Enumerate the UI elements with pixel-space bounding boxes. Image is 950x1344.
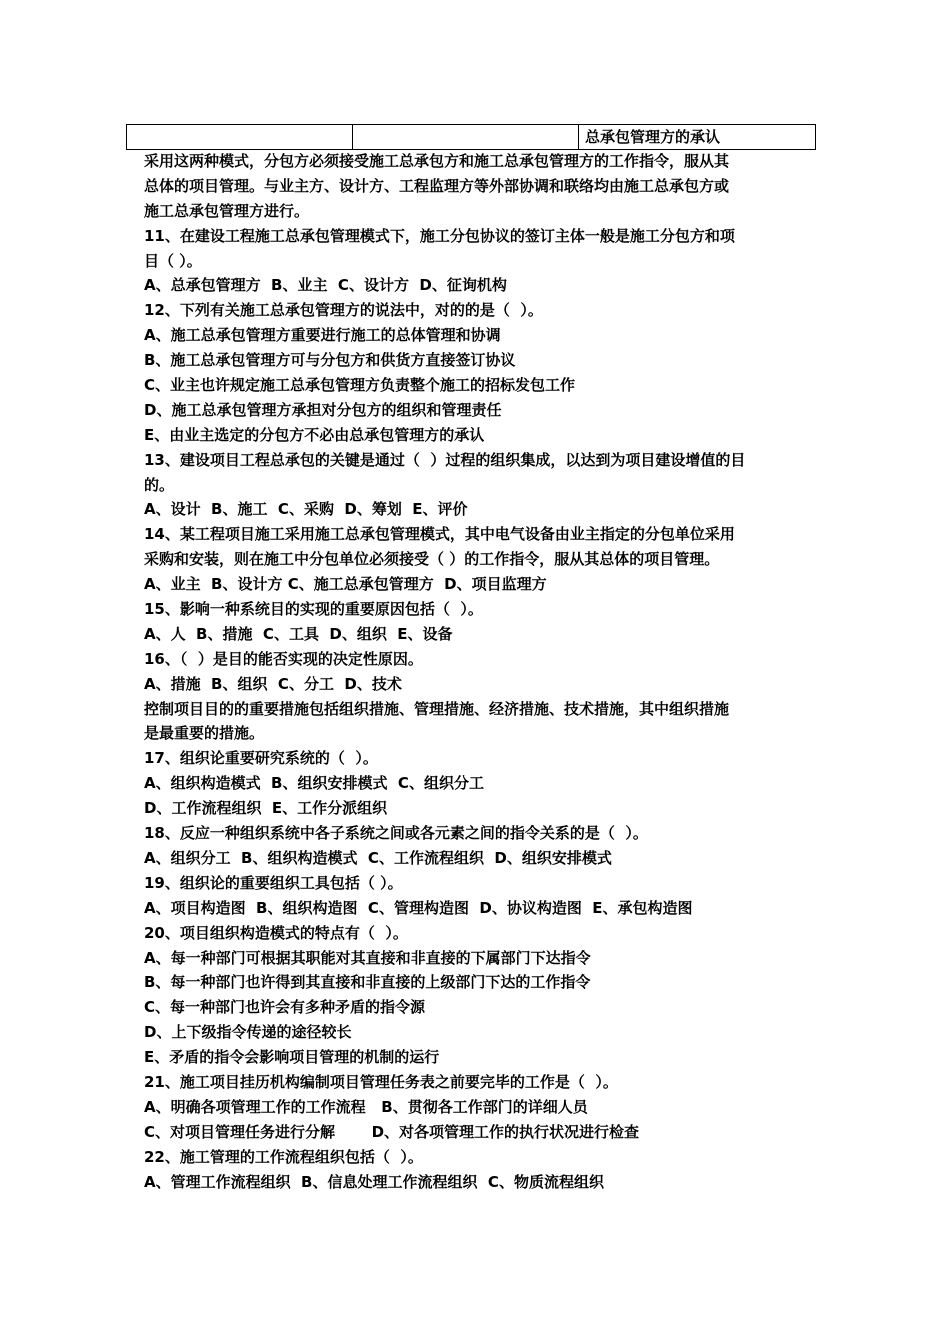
header-table <box>126 124 816 150</box>
text-line: C、每一种部门也许会有多种矛盾的指令源 <box>144 998 426 1017</box>
text-line: 采用这两种模式，分包方必须接受施工总承包方和施工总承包管理方的工作指令，服从其 <box>144 152 730 170</box>
text-line: 14、某工程项目施工采用施工总承包管理模式，其中电气设备由业主指定的分包单位采用 <box>144 525 735 544</box>
document-body <box>144 149 810 1194</box>
text-line: D、工作流程组织 E、工作分派组织 <box>144 799 388 818</box>
text-line: 18、反应一种组织系统中各子系统之间或各元素之间的指令关系的是（ ）。 <box>144 824 648 843</box>
table-cell: 总承包管理方的承认 <box>579 125 816 150</box>
text-line: 总体的项目管理。与业主方、设计方、工程监理方等外部协调和联络均由施工总承包方或 <box>144 176 730 195</box>
text-line: D、上下级指令传递的途径较长 <box>144 1023 352 1042</box>
text-line: B、施工总承包管理方可与分包方和供货方直接签订协议 <box>144 351 516 370</box>
text-line: A、业主 B、设计方 C、施工总承包管理方 D、项目监理方 <box>144 575 547 594</box>
text-line: 21、施工项目挂历机构编制项目管理任务表之前要完毕的工作是（ ）。 <box>144 1072 618 1091</box>
text-line: 控制项目目的的重要措施包括组织措施、管理措施、经济措施、技术措施，其中组织措施 <box>144 699 730 718</box>
text-line: 12、下列有关施工总承包管理方的说法中，对的的是（ ）。 <box>144 301 543 320</box>
text-line: 是最重要的措施。 <box>144 724 265 743</box>
text-line: A、明确各项管理工作的工作流程 B、贯彻各工作部门的详细人员 <box>144 1097 588 1116</box>
text-line: 目（ ）。 <box>144 251 202 270</box>
text-line: A、每一种部门可根据其职能对其直接和非直接的下属部门下达指令 <box>144 948 591 967</box>
text-line: E、由业主选定的分包方不必由总承包管理方的承认 <box>144 425 485 444</box>
text-line: C、业主也许规定施工总承包管理方负责整个施工的招标发包工作 <box>144 376 576 395</box>
text-line: 22、施工管理的工作流程组织包括（ ）。 <box>144 1147 423 1166</box>
text-line: A、施工总承包管理方重要进行施工的总体管理和协调 <box>144 326 501 345</box>
text-line: 19、组织论的重要组织工具包括（ ）。 <box>144 873 403 892</box>
text-line: 的。 <box>144 475 175 494</box>
table-cell <box>127 125 353 150</box>
table-row <box>127 125 816 150</box>
text-line: 施工总承包管理方进行。 <box>144 201 310 220</box>
text-line: 16、（ ）是目的能否实现的决定性原因。 <box>144 649 423 668</box>
text-line: A、措施 B、组织 C、分工 D、技术 <box>144 674 402 693</box>
text-line: 15、影响一种系统目的实现的重要原因包括（ ）。 <box>144 600 483 619</box>
text-line: C、对项目管理任务进行分解 D、对各项管理工作的执行状况进行检查 <box>144 1122 640 1141</box>
text-line: A、组织分工 B、组织构造模式 C、工作流程组织 D、组织安排模式 <box>144 848 612 867</box>
text-line: A、管理工作流程组织 B、信息处理工作流程组织 C、物质流程组织 <box>144 1172 604 1191</box>
table-cell <box>353 125 579 150</box>
text-line: 采购和安装，则在施工中分包单位必须接受（ ）的工作指令，服从其总体的项目管理。 <box>144 550 720 569</box>
text-line: A、总承包管理方 B、业主 C、设计方 D、征询机构 <box>144 276 507 295</box>
text-line: A、项目构造图 B、组织构造图 C、管理构造图 D、协议构造图 E、承包构造图 <box>144 898 693 917</box>
text-line: D、施工总承包管理方承担对分包方的组织和管理责任 <box>144 400 502 419</box>
text-line: 11、在建设工程施工总承包管理模式下，施工分包协议的签订主体一般是施工分包方和项 <box>144 226 735 245</box>
text-line: A、设计 B、施工 C、采购 D、筹划 E、评价 <box>144 500 468 519</box>
text-line: 17、组织论重要研究系统的（ ）。 <box>144 749 378 768</box>
text-line: B、每一种部门也许得到其直接和非直接的上级部门下达的工作指令 <box>144 973 591 992</box>
text-line: E、矛盾的指令会影响项目管理的机制的运行 <box>144 1048 440 1067</box>
text-line: 13、建设项目工程总承包的关键是通过（ ）过程的组织集成，以达到为项目建设增值的目 <box>144 450 746 469</box>
text-line: 20、项目组织构造模式的特点有（ ）。 <box>144 923 408 942</box>
text-line: A、人 B、措施 C、工具 D、组织 E、设备 <box>144 624 453 643</box>
text-line: A、组织构造模式 B、组织安排模式 C、组织分工 <box>144 774 484 793</box>
